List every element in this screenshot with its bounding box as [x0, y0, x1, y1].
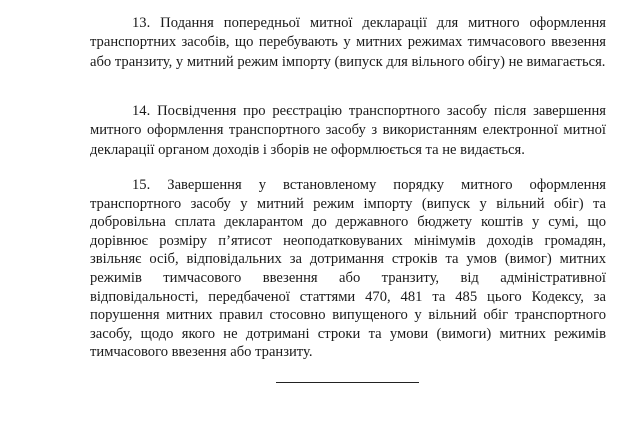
- paragraph-15: 15. Завершення у встановленому порядку митного оформлення транспортного засобу у митний режим імпорту (випуск у вільний обіг) та добровільна сплата декларантом до державного бюджету коштів у сумі, що дорівнює розміру п’ятисот неоподатковуваних мінімумів доходів громадян, звільняє осіб, відповідальних за дотримання строків та умов (вимог) митних режимів тимчасового ввезення або транзиту, від адміністративної відповідальності, передбаченої статтями 470, 481 та 485 цього Кодексу, за порушення митних правил стосовно випущеного у вільний обіг транспортного засобу, щодо якого не дотримані строки та умови (вимоги) митних режимів тимчасового ввезення або транзиту.: [90, 177, 606, 361]
- paragraph-14: 14. Посвідчення про реєстрацію транспортного засобу після завершення митного оформлення транспортного засобу з використанням електронної митної декларації органом доходів і зборів не оформлюється та не видається.: [90, 103, 606, 158]
- cut-off-previous-line: [130, 0, 600, 2]
- paragraph-13: 13. Подання попередньої митної декларації для митного оформлення транспортних засобів, що перебувають у митних режимах тимчасового ввезення або транзиту, у митний режим імпорту (випуск для вільного обігу) не вимагається.: [90, 15, 606, 70]
- end-separator-line: [276, 382, 419, 383]
